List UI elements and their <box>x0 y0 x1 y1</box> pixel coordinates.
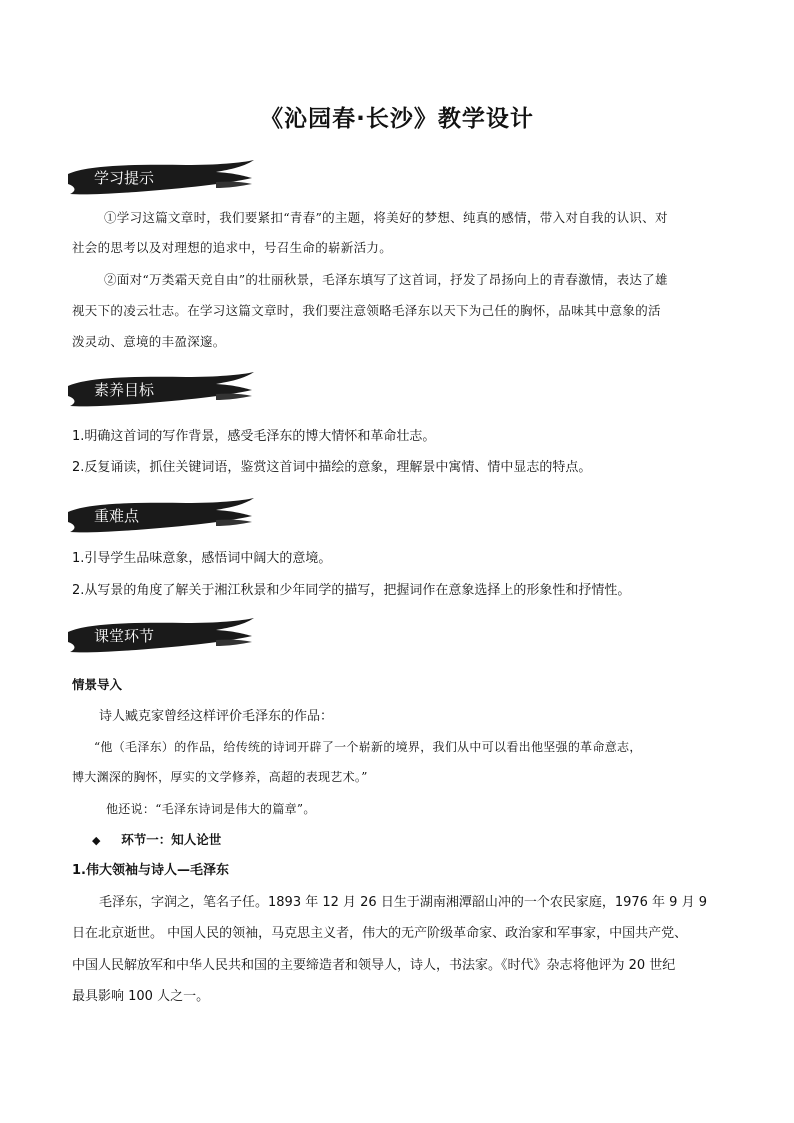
section-heading-label: 重难点 <box>94 507 140 525</box>
section-heading-label: 学习提示 <box>94 169 155 187</box>
intro-label: 情景导入 <box>72 677 123 692</box>
section-heading-key-points <box>66 498 256 534</box>
section-heading-tips <box>66 160 256 196</box>
section-heading-goals <box>66 372 256 408</box>
goal-1: 1.明确这首词的写作背景，感受毛泽东的博大情怀和革命壮志。 <box>72 429 436 444</box>
tip-1-line-2: 社会的思考以及对理想的追求中，号召生命的崭新活力。 <box>72 240 393 255</box>
section-heading-label: 素养目标 <box>94 381 155 399</box>
tip-2-line-1: ②面对“万类霜天竞自由”的壮丽秋景，毛泽东填写了这首词，抒发了昂扬向上的青春激情，表达了雄 <box>104 272 668 287</box>
section-heading-classroom <box>66 618 256 654</box>
tip-2-line-3: 泼灵动、意境的丰盈深邃。 <box>72 334 226 349</box>
document-title: 《沁园春·长沙》教学设计 <box>260 106 534 132</box>
section-heading-label: 课堂环节 <box>94 627 155 645</box>
quote-line-1: “他（毛泽东）的作品，给传统的诗词开辟了一个崭新的境界，我们从中可以看出他坚强的革命意志， <box>94 740 642 754</box>
quote-2: 他还说：“毛泽东诗词是伟大的篇章”。 <box>106 802 316 816</box>
key-point-1: 1.引导学生品味意象，感悟词中阔大的意境。 <box>72 551 332 566</box>
bio-line-3: 中国人民解放军和中华人民共和国的主要缔造者和领导人，诗人，书法家。《时代》杂志将他评为 20 世纪 <box>72 958 676 973</box>
bio-line-2: 日在北京逝世。 中国人民的领袖，马克思主义者，伟大的无产阶级革命家、政治家和军事家，中国共产党、 <box>72 926 688 941</box>
key-point-2: 2.从写景的角度了解关于湘江秋景和少年同学的描写，把握词作在意象选择上的形象性和抒情性。 <box>72 583 631 598</box>
tip-2-line-2: 视天下的凌云壮志。在学习这篇文章时，我们要注意领略毛泽东以天下为己任的胸怀，品味其中意象的活 <box>72 303 661 318</box>
tip-1-line-1: ①学习这篇文章时，我们要紧扣“青春”的主题，将美好的梦想、纯真的感情，带入对自我的认识、对 <box>104 210 668 225</box>
link-1-heading <box>92 825 221 856</box>
sub-heading: 1.伟大领袖与诗人—毛泽东 <box>72 863 229 878</box>
bio-line-4: 最具影响 100 人之一。 <box>72 989 210 1004</box>
link-1-label: 环节一：知人论世 <box>121 832 222 847</box>
goal-2: 2.反复诵读，抓住关键词语，鉴赏这首词中描绘的意象，理解景中寓情、情中显志的特点。 <box>72 460 592 475</box>
intro-text: 诗人臧克家曾经这样评价毛泽东的作品： <box>99 709 334 724</box>
diamond-bullet-icon: ◆ <box>92 834 101 847</box>
quote-line-2: 博大渊深的胸怀，厚实的文学修养，高超的表现艺术。” <box>72 770 368 784</box>
bio-line-1: 毛泽东，字润之，笔名子任。1893 年 12 月 26 日生于湖南湘潭韶山冲的一个农民家庭，1976 年 9 月 9 <box>99 895 707 910</box>
